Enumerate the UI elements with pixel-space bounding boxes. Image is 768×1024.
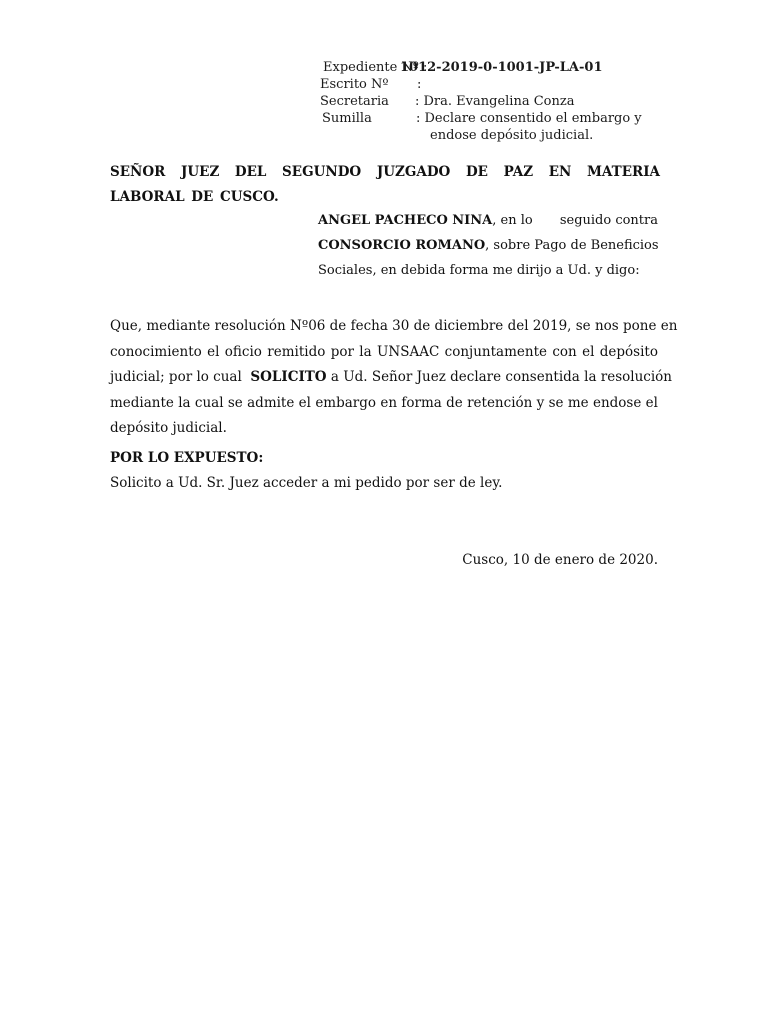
party-line-1 [318, 208, 658, 233]
party-introduction [318, 208, 658, 283]
sumilla-value: : Declare consentido el embargo y [416, 111, 642, 126]
secretaria-label: Secretaria [320, 94, 389, 109]
escrito-label: Escrito Nº [320, 77, 389, 92]
defendant-name: CONSORCIO ROMANO [318, 238, 486, 253]
party-line-2 [318, 233, 658, 258]
paragraph-text: Que, mediante resolución Nº06 de fecha 30 de diciembre del 2019, se nos pone en [110, 318, 678, 334]
escrito-value: : [417, 77, 422, 92]
paragraph-text: judicial; por lo cual [110, 369, 242, 385]
secretaria-row [320, 93, 680, 110]
paragraph-text: a Ud. Señor Juez declare consentida la resolución [330, 369, 673, 385]
paragraph-line [110, 416, 658, 442]
paragraph-line [110, 340, 658, 366]
request-paragraph [110, 314, 678, 442]
por-lo-expuesto-heading: POR LO EXPUESTO: [110, 450, 264, 466]
party-text: , sobre Pago de Beneficios [485, 238, 659, 253]
paragraph-text: conocimiento el oficio remitido por la UNSAAC conjuntamente con el depósito [110, 343, 658, 360]
addressee-heading: SEÑOR JUEZ DEL SEGUNDO JUZGADO DE PAZ EN MATERIA LABORAL DE CUSCO. [110, 164, 660, 205]
place-and-date: Cusco, 10 de enero de 2020. [462, 552, 658, 568]
expediente-label: Expediente Nº : [323, 60, 428, 75]
paragraph-line [110, 365, 673, 391]
solicito-keyword: SOLICITO [250, 369, 327, 385]
expediente-row [320, 59, 680, 76]
sumilla-row-continued [320, 127, 680, 144]
sumilla-row [320, 110, 680, 127]
secretaria-value: : Dra. Evangelina Conza [415, 94, 575, 109]
party-line-3 [318, 258, 658, 283]
escrito-row [320, 76, 680, 93]
party-text: , en lo [492, 213, 533, 228]
paragraph-line [110, 391, 658, 417]
closing-request: Solicito a Ud. Sr. Juez acceder a mi pedido por ser de ley. [110, 475, 503, 491]
plaintiff-name: ANGEL PACHECO NINA [318, 213, 493, 228]
party-text: seguido contra [559, 213, 658, 228]
paragraph-text: depósito judicial. [110, 420, 227, 436]
case-header [320, 59, 680, 144]
party-text: Sociales, en debida forma me dirijo a Ud. y digo: [318, 263, 640, 278]
expediente-value: 1012-2019-0-1001-JP-LA-01 [400, 60, 603, 75]
sumilla-label: Sumilla [322, 111, 372, 126]
sumilla-value-continued: endose depósito judicial. [430, 128, 594, 143]
paragraph-line [110, 314, 678, 340]
paragraph-text: mediante la cual se admite el embargo en forma de retención y se me endose el [110, 394, 658, 411]
